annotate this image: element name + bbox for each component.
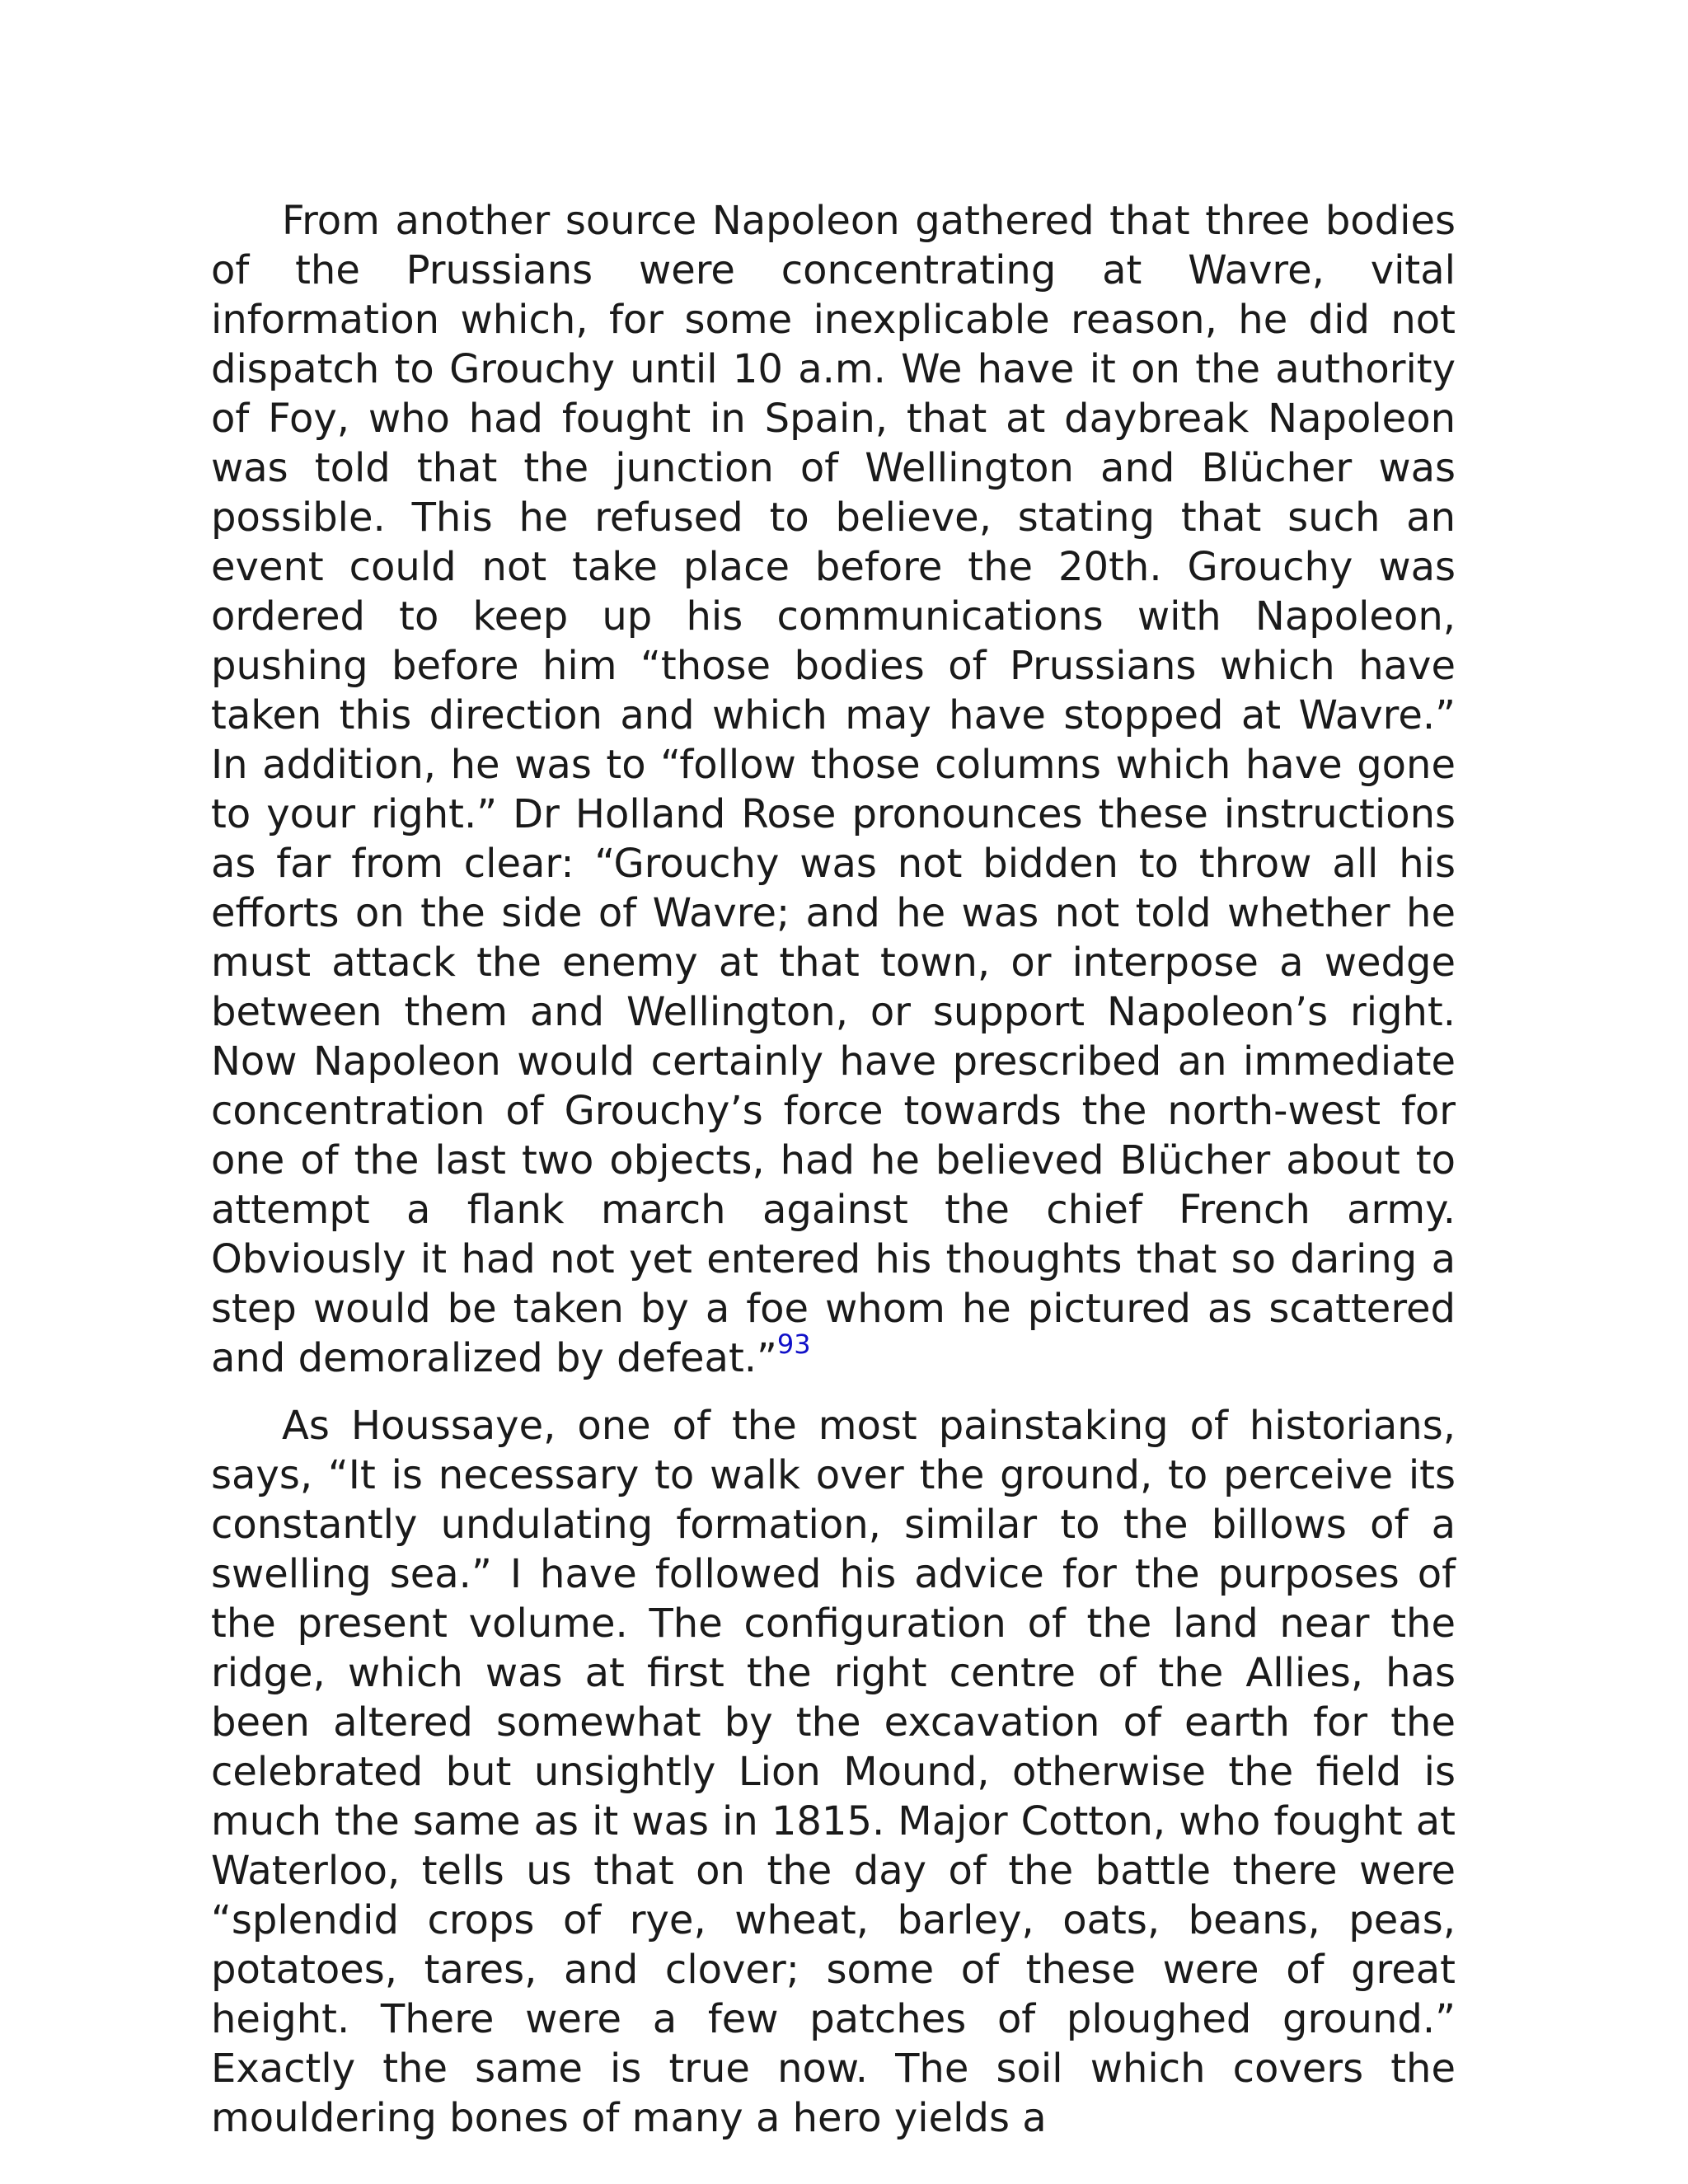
paragraph-text: From another source Napoleon gathered that three bodies of the Prussians were concentrating at Wavre, vital information which, for some inexplicable reason, he did not dispatch to Grouchy until 10 a.m. We have it on the authority of Foy, who had fought in Spain, that at daybreak Napoleon was told that the junction of Wellington and Blücher was possible. This he refused to believe, stating that such an event could not take place before the 20th. Grouchy was ordered to keep up his communications with Napoleon, pushing before him “those bodies of Prussians which have taken this direction and which may have stopped at Wavre.” In addition, he was to “follow those columns which have gone to your right.” Dr Holland Rose pronounces these instructions as far from clear: “Grouchy was not bidden to throw all his efforts on the side of Wavre; and he was not told whether he must attack the enemy at that town, or interpose a wedge between them and Wellington, or support Napoleon’s right. Now Napoleon would certainly have prescribed an immediate concentration of Grouchy’s force towards the north-west for one of the last two objects, had he believed Blücher about to attempt a flank march against the chief French army. Obviously it had not yet entered his thoughts that so daring a step would be taken by a foe whom he pictured as scattered and demoralized by defeat.” xyxy=(211,198,1456,1381)
paragraph-text: As Houssaye, one of the most painstaking of historians, says, “It is necessary to walk over the ground, to perceive its constantly undulating formation, similar to the billows of a swelling sea.” I have followed his advice for the purposes of the present volume. The configuration of the land near the ridge, which was at first the right centre of the Allies, has been altered somewhat by the excavation of earth for the celebrated but unsightly Lion Mound, otherwise the field is much the same as it was in 1815. Major Cotton, who fought at Waterloo, tells us that on the day of the battle there were “splendid crops of rye, wheat, barley, oats, beans, peas, potatoes, tares, and clover; some of these were of great height. There were a few patches of ploughed ground.” Exactly the same is true now. The soil which covers the mouldering bones of many a hero yields a xyxy=(211,1403,1456,2141)
paragraph-napoleon-grouchy xyxy=(211,196,1456,1383)
footnote-link[interactable]: 93 xyxy=(776,1329,811,1360)
page-body xyxy=(211,196,1456,2143)
paragraph-houssaye xyxy=(211,1401,1456,2143)
